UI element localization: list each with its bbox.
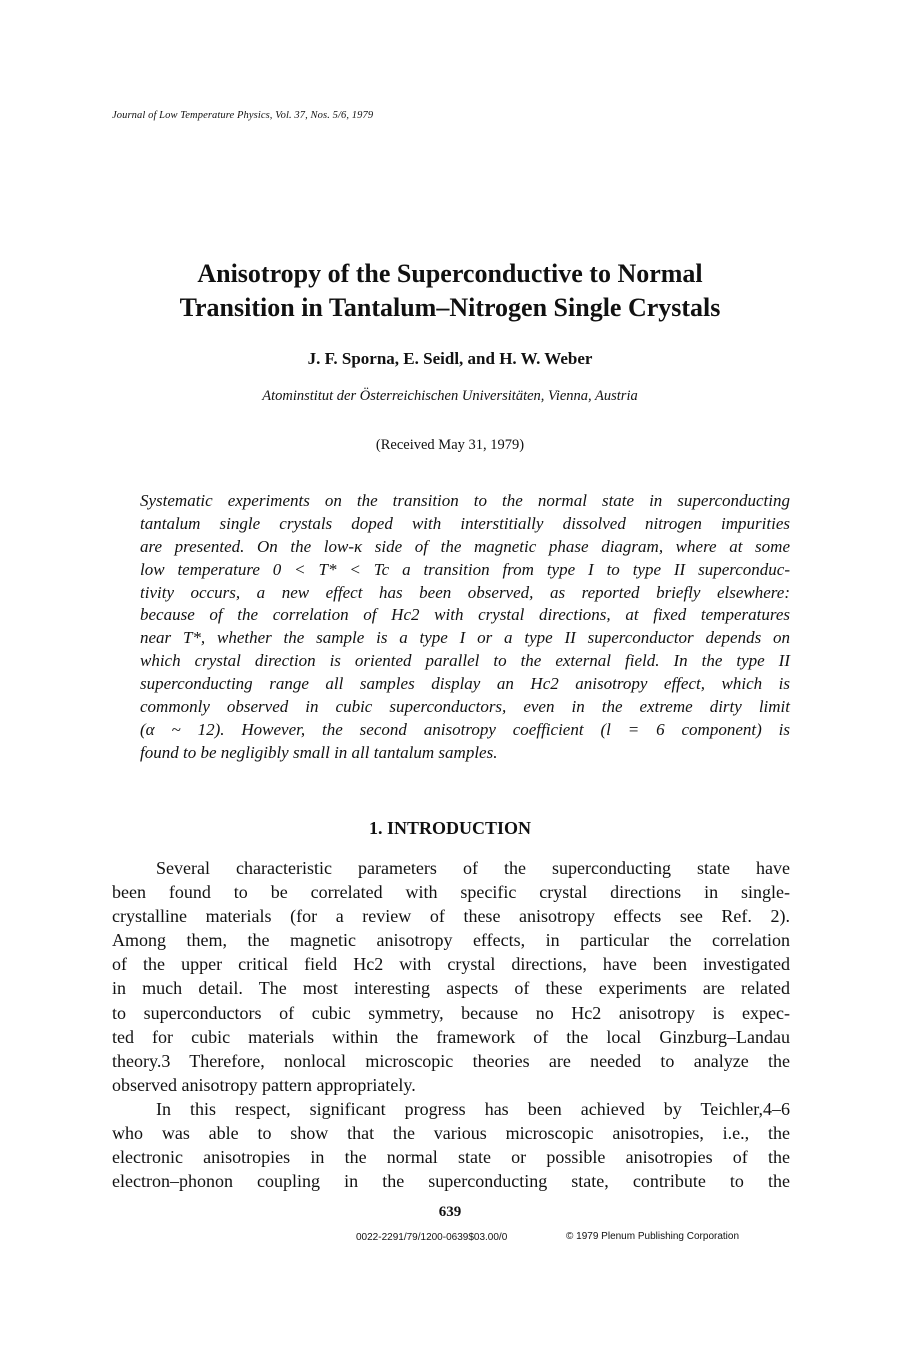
abstract-line: which crystal direction is oriented parallel to the external field. In the type II <box>140 651 790 671</box>
authors: J. F. Sporna, E. Seidl, and H. W. Weber <box>307 349 593 368</box>
footer-copyright: © 1979 Plenum Publishing Corporation <box>566 1231 740 1242</box>
body-line: electronic anisotropies in the normal state or possible anisotropies of the <box>112 1147 790 1168</box>
abstract-line: commonly observed in cubic superconductors, even in the extreme dirty limit <box>140 697 790 717</box>
abstract-line: because of the correlation of Hc2 with crystal directions, at fixed temperatures <box>140 605 790 625</box>
body-line: to superconductors of cubic symmetry, because no Hc2 anisotropy is expec- <box>112 1002 790 1023</box>
title-line-1: Anisotropy of the Superconductive to Normal <box>197 259 703 288</box>
title-line-2: Transition in Tantalum–Nitrogen Single Crystals <box>179 293 721 322</box>
abstract-line: tantalum single crystals doped with interstitially dissolved nitrogen impurities <box>140 513 790 533</box>
footer-code: 0022-2291/79/1200-0639$03.00/0 <box>356 1232 508 1243</box>
body-line: crystalline materials (for a review of these anisotropy effects see Ref. 2). <box>112 906 790 927</box>
abstract-line: (α ~ 12). However, the second anisotropy coefficient (l = 6 component) is <box>140 719 790 739</box>
body-line: theory.3 Therefore, nonlocal microscopic theories are needed to analyze the <box>112 1050 790 1071</box>
abstract-line: near T*, whether the sample is a type I or a type II superconductor depends on <box>140 628 790 648</box>
section-heading: 1. INTRODUCTION <box>368 818 532 838</box>
introduction-body <box>112 856 790 1193</box>
body-line: who was able to show that the various microscopic anisotropies, i.e., the <box>112 1123 790 1144</box>
paper-title <box>90 257 810 325</box>
body-line: ted for cubic materials within the framework of the local Ginzburg–Landau <box>112 1026 790 1047</box>
body-line: In this respect, significant progress has been achieved by Teichler,4–6 <box>156 1098 790 1119</box>
body-line: Among them, the magnetic anisotropy effects, in particular the correlation <box>112 930 790 951</box>
received-date: (Received May 31, 1979) <box>375 437 525 453</box>
body-line: been found to be correlated with specific crystal directions in single- <box>112 882 790 903</box>
body-line: in much detail. The most interesting aspects of these experiments are related <box>112 978 790 999</box>
abstract-line: superconducting range all samples display an Hc2 anisotropy effect, which is <box>140 674 790 694</box>
abstract-line: found to be negligibly small in all tantalum samples. <box>140 742 498 762</box>
body-line: of the upper critical field Hc2 with crystal directions, have been investigated <box>112 954 790 975</box>
body-line: Several characteristic parameters of the superconducting state have <box>156 858 790 878</box>
body-line: observed anisotropy pattern appropriately. <box>112 1074 416 1095</box>
page-number: 639 <box>438 1204 462 1220</box>
abstract-line: Systematic experiments on the transition to the normal state in superconducting <box>140 491 790 510</box>
affiliation: Atominstitut der Österreichischen Universitäten, Vienna, Austria <box>262 388 638 404</box>
abstract-line: tivity occurs, a new effect has been observed, as reported briefly elsewhere: <box>140 582 790 602</box>
abstract-line: are presented. On the low-κ side of the magnetic phase diagram, where at some <box>140 536 790 556</box>
abstract-line: low temperature 0 < T* < Tc a transition from type I to type II superconduc- <box>140 559 790 579</box>
body-line: electron–phonon coupling in the superconducting state, contribute to the <box>112 1171 790 1192</box>
journal-header: Journal of Low Temperature Physics, Vol. 37, Nos. 5/6, 1979 <box>112 110 374 121</box>
abstract <box>140 490 790 765</box>
